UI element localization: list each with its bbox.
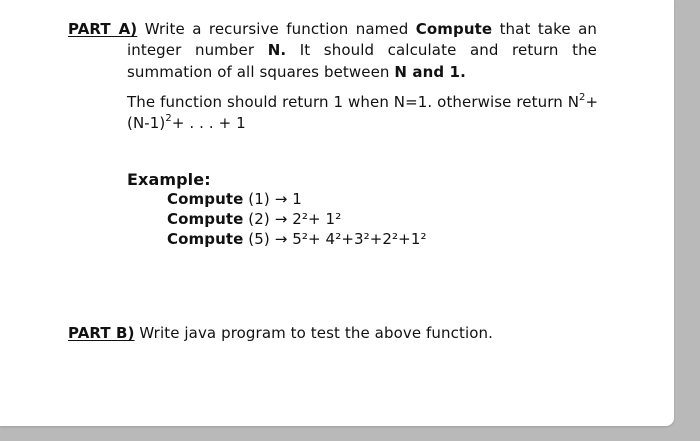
part-a-line-2 [127, 40, 597, 60]
superscript-2: 2 [165, 113, 172, 124]
part-a-line-4 [127, 92, 598, 112]
example-keyword: Compute [167, 210, 244, 228]
part-a-line-5-text: (N-1) [127, 114, 166, 132]
example-row-1 [167, 189, 302, 209]
part-a-line-2-tail: It should calculate and return the [299, 41, 598, 59]
part-a-line-1-tail: that take an [499, 20, 598, 38]
part-a-line-1 [68, 19, 597, 39]
example-arg: (1) [248, 190, 270, 208]
arrow-icon: → [274, 230, 288, 248]
part-a-line-2-text: integer number [127, 41, 255, 59]
part-a-line-3 [127, 62, 466, 82]
example-arg: (2) [248, 210, 270, 228]
example-arg: (5) [248, 230, 270, 248]
part-a-line-4-text: The function should return 1 when N=1. otherwise return N [127, 93, 580, 111]
example-keyword: Compute [167, 230, 244, 248]
n-and-1-keyword: N and 1. [394, 63, 466, 81]
example-keyword: Compute [167, 190, 244, 208]
part-a-line-1-text: Write a recursive function named [144, 20, 409, 38]
example-result: 5²+ 4²+3²+2²+1² [292, 230, 427, 248]
example-result: 2²+ 1² [292, 210, 342, 228]
part-a-line-5-tail: + . . . + 1 [171, 114, 246, 132]
part-a-line-4-tail: + [585, 93, 599, 111]
part-b-text: Write java program to test the above function. [139, 324, 493, 342]
example-title: Example: [127, 170, 211, 189]
compute-keyword: Compute [415, 20, 493, 38]
part-a-line-5 [127, 113, 246, 133]
example-row-2 [167, 209, 341, 229]
part-b-line [68, 323, 493, 343]
arrow-icon: → [274, 190, 288, 208]
example-result: 1 [292, 190, 302, 208]
arrow-icon: → [274, 210, 288, 228]
superscript-2: 2 [579, 92, 586, 103]
n-keyword: N. [267, 41, 287, 59]
part-b-label: PART B) [68, 324, 135, 342]
part-a-label: PART A) [68, 20, 138, 38]
example-row-3 [167, 229, 427, 249]
part-a-line-3-text: summation of all squares between [127, 63, 390, 81]
